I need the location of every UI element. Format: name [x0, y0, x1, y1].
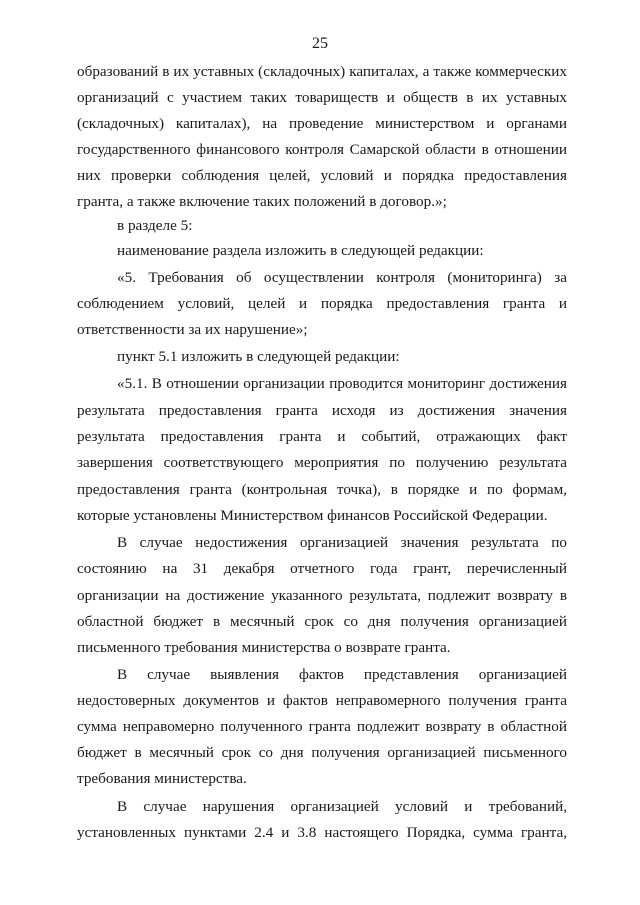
- text-line: в разделе 5:: [117, 217, 193, 234]
- text-line: организации на достижение указанного результата, подлежит возврату в: [77, 587, 567, 604]
- text-line: результата предоставления гранта и событий, отражающих факт: [77, 428, 567, 445]
- text-line: недостоверных документов и фактов неправомерного получения гранта: [77, 692, 567, 709]
- text-line: наименование раздела изложить в следующей редакции:: [117, 242, 484, 259]
- text-line: предоставления гранта (контрольная точка), в порядке и по формам,: [77, 481, 567, 498]
- text-line: (складочных) капиталах), на проведение министерством и органами: [77, 115, 567, 132]
- text-line: которые установлены Министерством финансов Российской Федерации.: [77, 507, 548, 524]
- text-line: «5. Требования об осуществлении контроля (мониторинга) за: [117, 269, 567, 286]
- text-line: соблюдением условий, целей и порядка предоставления гранта и: [77, 295, 567, 312]
- text-line: состоянию на 31 декабря отчетного года грант, перечисленный: [77, 560, 567, 577]
- text-line: результата предоставления гранта исходя из достижения значения: [77, 402, 567, 419]
- page-number: 25: [312, 35, 328, 52]
- text-line: ответственности за их нарушение»;: [77, 321, 308, 338]
- text-line: образований в их уставных (складочных) капиталах, а также коммерческих: [77, 63, 567, 80]
- text-line: бюджет в месячный срок со дня получения организацией письменного: [77, 744, 567, 761]
- text-line: сумма неправомерно полученного гранта подлежит возврату в областной: [77, 718, 567, 735]
- text-line: требования министерства.: [77, 770, 247, 787]
- text-line: пункт 5.1 изложить в следующей редакции:: [117, 348, 400, 365]
- text-line: них проверки соблюдения целей, условий и порядка предоставления: [77, 167, 567, 184]
- text-line: «5.1. В отношении организации проводится мониторинг достижения: [117, 375, 567, 392]
- text-line: установленных пунктами 2.4 и 3.8 настоящего Порядка, сумма гранта,: [77, 824, 567, 841]
- text-line: гранта, а также включение таких положений в договор.»;: [77, 193, 447, 210]
- text-line: письменного требования министерства о возврате гранта.: [77, 639, 451, 656]
- text-line: В случае недостижения организацией значения результата по: [117, 534, 567, 551]
- text-line: областной бюджет в месячный срок со дня получения организацией: [77, 613, 567, 630]
- text-line: завершения соответствующего мероприятия по получению результата: [77, 454, 567, 471]
- text-line: организаций с участием таких товариществ и обществ в их уставных: [77, 89, 567, 106]
- text-line: В случае нарушения организацией условий и требований,: [117, 798, 567, 815]
- text-line: государственного финансового контроля Самарской области в отношении: [77, 141, 567, 158]
- text-line: В случае выявления фактов представления организацией: [117, 666, 567, 683]
